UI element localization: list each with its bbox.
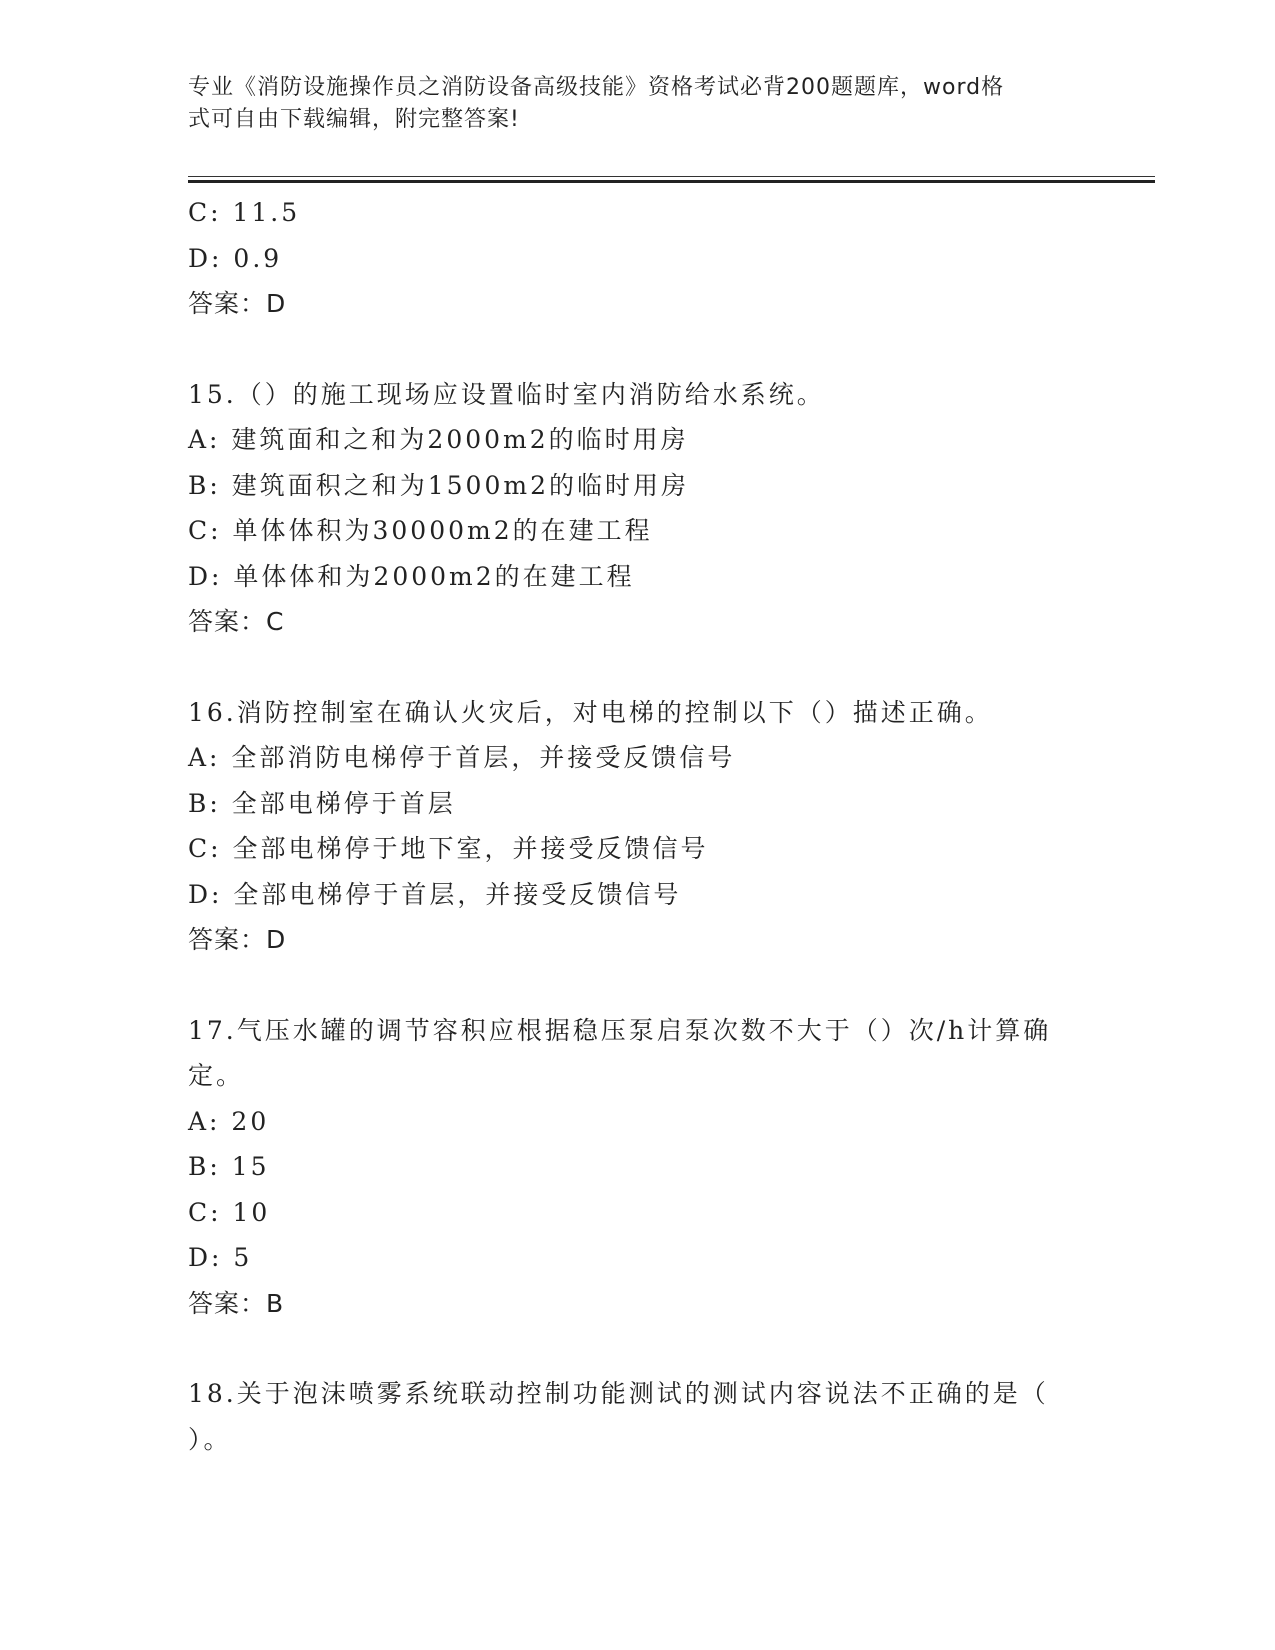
option-c: C: 11.5 xyxy=(188,198,301,227)
question-18 xyxy=(188,1371,1088,1462)
option-c: C: 全部电梯停于地下室，并接受反馈信号 xyxy=(188,834,709,863)
header-title-line-2: 式可自由下载编辑，附完整答案! xyxy=(188,107,520,132)
question-14 xyxy=(188,190,1088,327)
question-stem-line-2: ）。 xyxy=(188,1424,232,1454)
spacer xyxy=(188,645,1088,690)
option-b: B: 全部电梯停于首层 xyxy=(188,788,456,818)
option-a: A: 建筑面和之和为2000m2的临时用房 xyxy=(188,425,689,454)
option-b: B: 建筑面积之和为1500m2的临时用房 xyxy=(188,470,689,500)
option-d: D: 全部电梯停于首层，并接受反馈信号 xyxy=(188,879,682,909)
answer-line: 答案：D xyxy=(188,289,287,318)
document-header xyxy=(188,72,1068,136)
option-a: A: 全部消防电梯停于首层，并接受反馈信号 xyxy=(188,743,736,772)
question-17 xyxy=(188,1008,1088,1327)
option-d: D: 0.9 xyxy=(188,243,283,273)
answer-line: 答案：B xyxy=(188,1288,285,1318)
spacer xyxy=(188,963,1088,1008)
answer-line: 答案：D xyxy=(188,925,287,954)
option-d: D: 5 xyxy=(188,1243,253,1272)
spacer xyxy=(188,327,1088,372)
option-d: D: 单体体和为2000m2的在建工程 xyxy=(188,561,635,591)
header-title-line-1: 专业《消防设施操作员之消防设备高级技能》资格考试必背200题题库，word格 xyxy=(188,75,1005,100)
question-stem: 16.消防控制室在确认火灾后，对电梯的控制以下（）描述正确。 xyxy=(188,697,993,727)
option-c: C: 单体体积为30000m2的在建工程 xyxy=(188,516,653,545)
answer-line: 答案：C xyxy=(188,607,285,636)
header-divider-thin xyxy=(188,176,1155,177)
question-stem: 15.（）的施工现场应设置临时室内消防给水系统。 xyxy=(188,379,825,409)
question-list xyxy=(188,190,1088,1462)
option-c: C: 10 xyxy=(188,1197,271,1227)
question-stem-line-1: 17.气压水罐的调节容积应根据稳压泵启泵次数不大于（）次/h计算确 xyxy=(188,1015,1052,1045)
option-a: A: 20 xyxy=(188,1106,270,1136)
question-16 xyxy=(188,690,1088,963)
option-b: B: 15 xyxy=(188,1152,270,1181)
spacer xyxy=(188,1326,1088,1371)
question-15 xyxy=(188,372,1088,645)
question-stem-line-2: 定。 xyxy=(188,1061,245,1090)
header-divider-thick xyxy=(188,180,1155,183)
question-stem-line-1: 18.关于泡沫喷雾系统联动控制功能测试的测试内容说法不正确的是（ xyxy=(188,1379,1049,1408)
